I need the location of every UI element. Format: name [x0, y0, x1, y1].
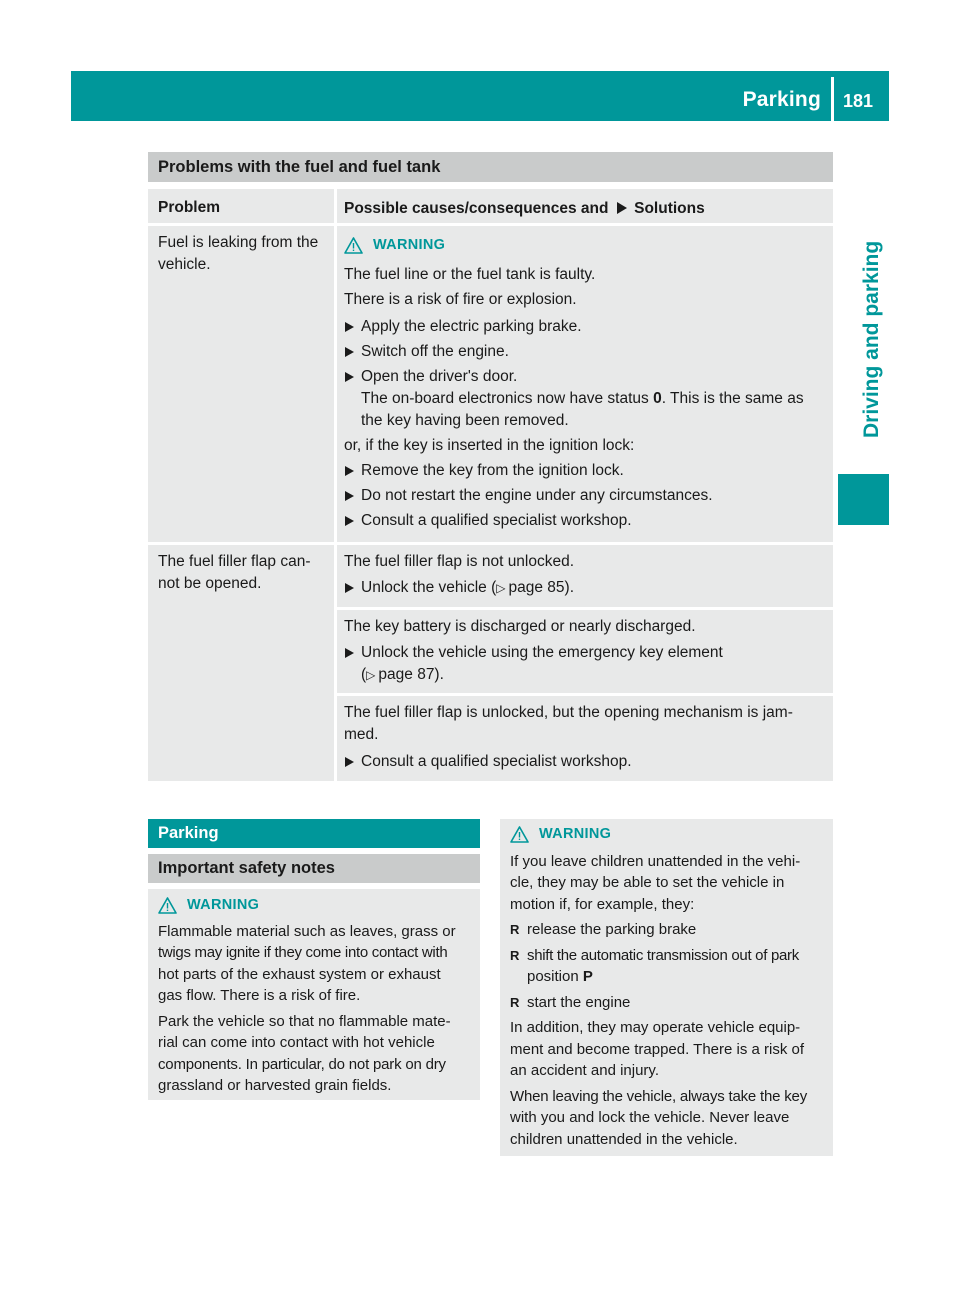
paragraph: There is a risk of fire or explosion. [344, 291, 577, 308]
problem-text: not be opened. [158, 575, 262, 592]
solutions-content [344, 702, 793, 773]
page-header [71, 71, 889, 121]
paragraph: The fuel filler flap is not unlocked. [344, 553, 575, 570]
warning-text: an accident and injury. [510, 1062, 659, 1079]
step: Open the driver's door. [344, 366, 830, 388]
step: Apply the electric parking brake. [344, 316, 830, 338]
warning-label: WARNING [539, 826, 612, 842]
step-text: Unlock the vehicle ( [361, 579, 497, 596]
warning-text: children unattended in the vehicle. [510, 1130, 738, 1148]
table-header-solutions [337, 189, 833, 223]
step: Do not restart the engine under any circumstances. [344, 485, 830, 507]
paragraph: The fuel filler flap is unlocked, but the opening mechanism is jam- [344, 704, 793, 721]
solutions-cell [337, 545, 833, 607]
warning-label: WARNING [187, 897, 260, 913]
page-ref-icon: ▷ [366, 668, 376, 682]
warning-text: cle, they may be able to set the vehicle in [510, 874, 785, 891]
paragraph: or, if the key is inserted in the ignition lock: [344, 437, 635, 454]
solutions-cell [337, 696, 833, 781]
page-number: 181 [843, 91, 874, 111]
warning-content [158, 895, 456, 1097]
table-row [148, 545, 334, 781]
step: Remove the key from the ignition lock. [344, 460, 830, 482]
step-detail-text: the key having been removed. [361, 412, 569, 429]
column-header-problem: Problem [158, 199, 221, 216]
arrow-right-icon [617, 202, 627, 214]
problem-cell [158, 232, 318, 276]
bullet-item-continuation [510, 966, 807, 988]
problem-text: Fuel is leaking from the [158, 234, 319, 251]
step-detail-text: ( [361, 666, 367, 683]
bullet-item: R release the parking brake [510, 919, 807, 941]
step-detail-text: . This is the same as [661, 390, 804, 407]
bullet-text: position [527, 968, 579, 985]
warning-heading [510, 824, 807, 846]
warning-text: When leaving the vehicle, always take the key [510, 1087, 807, 1105]
warning-text: grassland or harvested grain fields. [158, 1077, 392, 1094]
problem-text: vehicle. [158, 256, 211, 273]
warning-triangle-icon [510, 826, 529, 843]
warning-label: WARNING [373, 237, 446, 253]
page-reference-link[interactable]: page 85). [508, 579, 574, 596]
bullet-item: R start the engine [510, 992, 807, 1014]
warning-heading [344, 234, 830, 256]
header-title: Parking [742, 88, 821, 111]
warning-text: In addition, they may operate vehicle equip- [510, 1019, 801, 1036]
warning-text: with you and lock the vehicle. Never leave [510, 1109, 790, 1126]
warning-text: If you leave children unattended in the vehi- [510, 852, 801, 870]
solutions-content [344, 551, 574, 599]
solutions-content [344, 234, 830, 532]
warning-box-children [500, 819, 833, 1156]
step: Unlock the vehicle using the emergency key element [344, 642, 723, 664]
gear-position-value: P [582, 968, 593, 985]
section-heading-parking: Parking [148, 819, 480, 848]
warning-text: hot parts of the exhaust system or exhaust [158, 965, 441, 983]
table-title: Problems with the fuel and fuel tank [148, 152, 833, 182]
status-value: 0 [653, 390, 662, 407]
solutions-cell [337, 226, 833, 542]
step-detail [344, 664, 723, 686]
paragraph: The fuel line or the fuel tank is faulty. [344, 266, 596, 283]
problem-cell [158, 551, 311, 595]
warning-triangle-icon [158, 897, 177, 914]
warning-text: rial can come into contact with hot vehicle [158, 1034, 435, 1051]
warning-text: Flammable material such as leaves, grass or [158, 922, 456, 940]
warning-text: motion if, for example, they: [510, 895, 695, 913]
column-header-solutions-label-2: Solutions [634, 200, 705, 217]
table-header-problem [148, 189, 334, 223]
solutions-cell [337, 610, 833, 693]
page-ref-icon: ▷ [496, 581, 506, 595]
page-reference-link[interactable]: page 87). [378, 666, 444, 683]
step: Consult a qualified specialist workshop. [344, 510, 830, 532]
table-row [148, 226, 334, 542]
step [344, 577, 574, 599]
warning-text: twigs may ignite if they come into contact with [158, 944, 448, 961]
step-detail [344, 388, 830, 410]
section-subheading: Important safety notes [148, 854, 480, 883]
bullet-item: R shift the automatic transmission out of park [510, 945, 807, 967]
warning-text: components. In particular, do not park on dry [158, 1055, 446, 1073]
warning-content [510, 824, 807, 1150]
warning-box-fire [148, 889, 480, 1100]
warning-text: ment and become trapped. There is a risk of [510, 1040, 805, 1058]
warning-triangle-icon [344, 237, 363, 254]
solutions-content [344, 616, 723, 686]
step: Switch off the engine. [344, 341, 830, 363]
step-detail-text: The on-board electronics now have status [361, 390, 649, 407]
paragraph: The key battery is discharged or nearly discharged. [344, 618, 696, 635]
header-divider [831, 77, 834, 121]
problem-text: The fuel filler flap can- [158, 553, 311, 570]
paragraph: med. [344, 726, 379, 743]
column-header-solutions-label: Possible causes/consequences and [344, 200, 609, 217]
warning-text: Park the vehicle so that no flammable mate- [158, 1012, 451, 1030]
chapter-tab-label: Driving and parking [860, 240, 883, 438]
step: Consult a qualified specialist workshop. [344, 751, 793, 773]
chapter-tab-marker [838, 474, 889, 525]
warning-heading [158, 895, 456, 917]
warning-text: gas flow. There is a risk of fire. [158, 987, 361, 1004]
column-header-solutions [344, 198, 705, 220]
